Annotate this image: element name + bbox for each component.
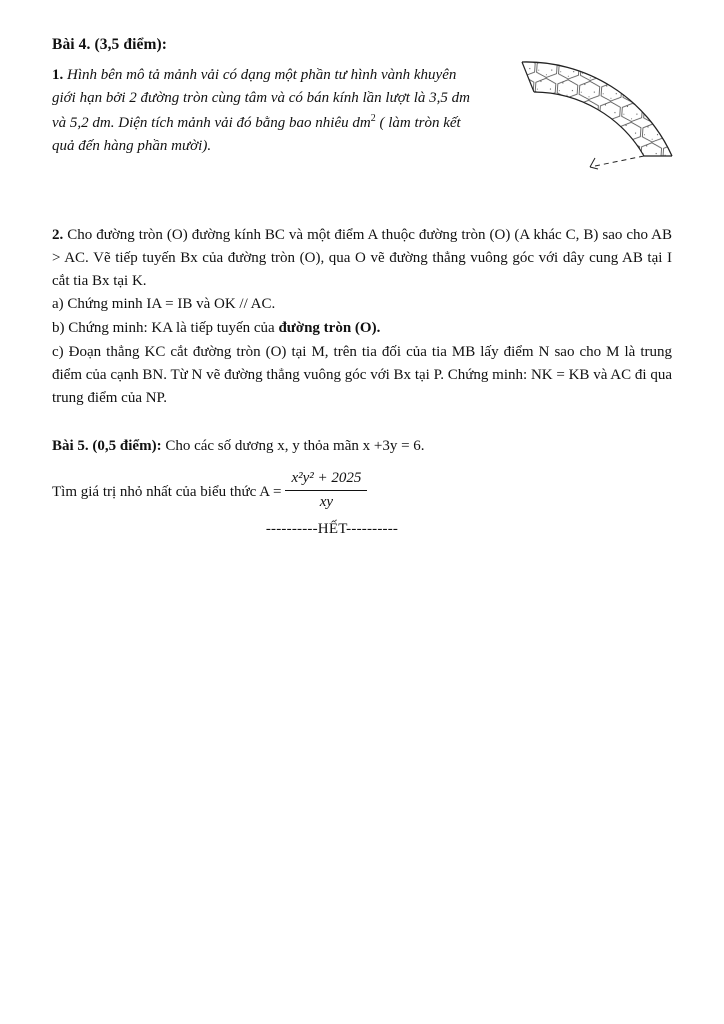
fraction xyxy=(285,468,367,513)
bai4-q2-part-b-text: b) Chứng minh: KA là tiếp tuyến của xyxy=(52,320,279,337)
bai5-prompt: Tìm giá trị nhỏ nhất của biểu thức A = xyxy=(52,483,282,500)
bai5-block xyxy=(52,435,672,538)
bai4-q2-part-b-bold: đường tròn (O). xyxy=(278,320,381,337)
fraction-numerator: x²y² + 2025 xyxy=(291,469,362,486)
bai4-q2-line1 xyxy=(52,224,672,292)
bai4-q1-text-tail: ( làm tròn kết quả đến hàng phần mười). xyxy=(52,114,461,154)
bai5-heading-line xyxy=(52,435,672,458)
bai4-q1-number: 1. xyxy=(52,67,64,83)
bai5-expression xyxy=(52,470,672,515)
end-marker: ----------HẾT---------- xyxy=(265,520,399,537)
fraction-denominator: xy xyxy=(319,493,334,510)
bai4-heading: Bài 4. (3,5 điểm): xyxy=(52,36,168,53)
bai4-q2-body: Cho đường tròn (O) đường kính BC và một điểm A thuộc đường tròn (O) (A khác C, B) sao cho AB > AC. Vẽ tiếp tuyến Bx của đường tròn (O), qua O vẽ đường thẳng vuông góc với dây cung AB tại I cắt tia Bx tại K. xyxy=(52,227,672,289)
bai4-q1-superscript: 2 xyxy=(370,112,376,124)
bai4-q2-part-a: a) Chứng minh IA = IB và OK // AC. xyxy=(52,296,276,313)
bai4-question-2 xyxy=(52,224,672,409)
bai4-question-1 xyxy=(52,64,482,158)
figure-quarter-annulus xyxy=(494,36,684,171)
bai4-q1-text: Hình bên mô tả mảnh vải có dạng một phần tư hình vành khuyên giới hạn bởi 2 đường tròn cùng tâm và có bán kính lần lượt là 3,5 dm và 5,2 dm. Diện tích mảnh vải đó bằng bao nhiêu dm xyxy=(52,67,470,131)
bai5-heading: Bài 5. (0,5 điểm): xyxy=(52,438,162,455)
bai4-q2-part-c: c) Đoạn thẳng KC cắt đường tròn (O) tại M, trên tia đối của tia MB lấy điểm N sao cho M là trung điểm của cạnh BN. Từ N vẽ đường thẳng vuông góc với Bx tại P. Chứng minh: NK = KB và AC đi qua trung điểm của NP. xyxy=(52,343,672,406)
bai5-condition: Cho các số dương x, y thỏa mãn x +3y = 6. xyxy=(161,438,425,455)
bai4-q2-part-b xyxy=(52,317,672,340)
bai4-q2-number: 2. xyxy=(52,227,64,243)
